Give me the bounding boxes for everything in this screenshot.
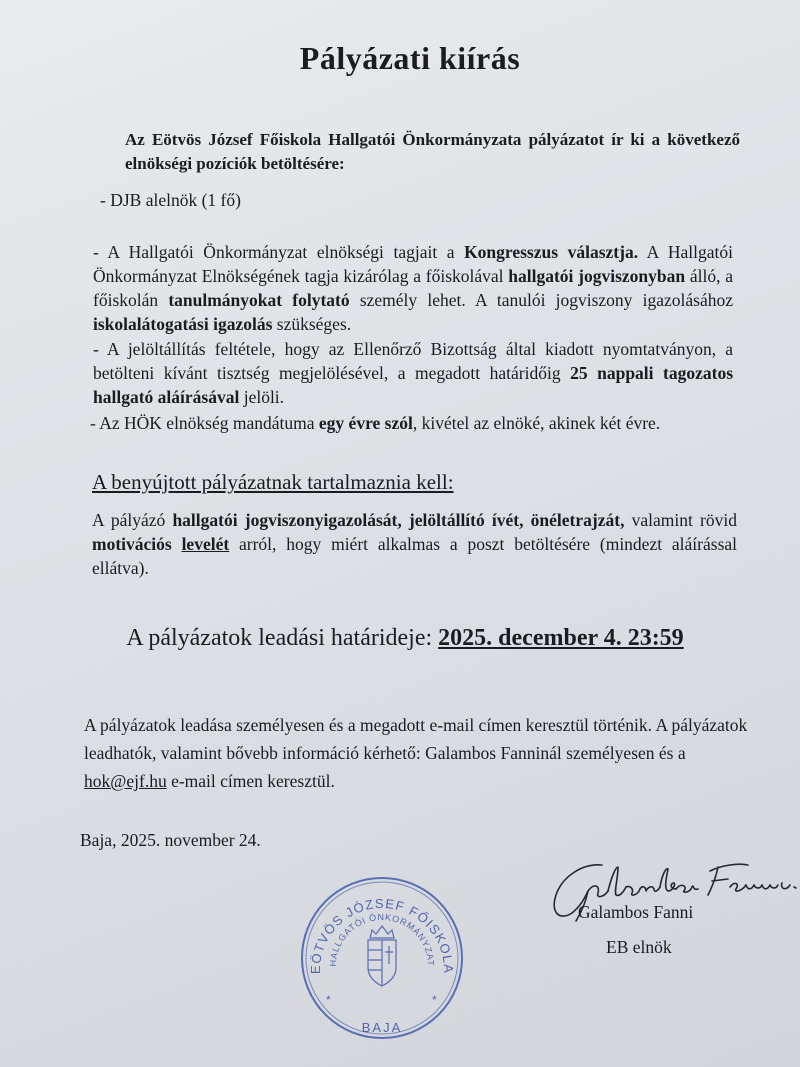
p1-text-2: A Hallgatói Önkormányzat Elnökségének tagja kizárólag a főiskolával bbox=[93, 242, 734, 286]
place-date: Baja, 2025. november 24. bbox=[80, 830, 261, 850]
nomination-paragraph bbox=[93, 337, 733, 409]
p3-text-2: , kivétel az elnöké, akinek két évre. bbox=[412, 413, 661, 433]
position-item: - DJB alelnök (1 fő) bbox=[100, 190, 241, 210]
p1-bold-4: iskolalátogatási igazolás bbox=[93, 314, 273, 334]
deadline-value: 2025. december 4. 23:59 bbox=[438, 625, 684, 651]
coat-of-arms-icon bbox=[368, 926, 396, 986]
p3-text-1: - Az HÖK elnökség mandátuma bbox=[90, 413, 319, 433]
p4-bold-1: hallgatói jogviszonyigazolását, jelöltállító ívét, önéletrajzát, bbox=[172, 510, 625, 530]
official-stamp-seal bbox=[296, 872, 468, 1044]
stamp-outer-text: EÖTVÖS JÓZSEF FŐISKOLA bbox=[307, 895, 457, 975]
deadline-line bbox=[0, 625, 800, 652]
p2-text-1: - A jelöltállítás feltétele, hogy az Ellenőrző Bizottság által kiadott nyomtatványon, a betölteni kívánt tisztség megjelölésével, a megadott határidőig bbox=[93, 339, 733, 383]
p2-bold-1: 25 nappali tagozatos hallgató aláírásával bbox=[93, 363, 734, 407]
email-link[interactable]: hok@ejf.hu bbox=[84, 771, 167, 791]
p1-text-5: szükséges. bbox=[272, 314, 352, 334]
p4-text-2: valamint rövid bbox=[624, 510, 737, 530]
star-icon-right: * bbox=[432, 993, 437, 1007]
document-title: Pályázati kiírás bbox=[299, 40, 521, 76]
deadline-label: A pályázatok leadási határideje: bbox=[126, 625, 439, 651]
p3-bold-1: egy évre szól bbox=[318, 413, 413, 433]
p1-text-4: személy lehet. A tanulói jogviszony igazolásához bbox=[349, 290, 733, 310]
requirements-paragraph bbox=[92, 508, 737, 580]
p4-bold-3: levelét bbox=[181, 534, 230, 554]
p4-text-1: A pályázó bbox=[92, 510, 173, 530]
stamp-inner-text: HALLGATÓI ÖNKORMÁNYZAT bbox=[327, 911, 437, 967]
p4-bold-2: motivációs bbox=[92, 534, 172, 554]
p1-bold-2: hallgatói jogviszonyban bbox=[508, 266, 686, 286]
p4-text-3 bbox=[172, 534, 182, 554]
signatory-name: Galambos Fanni bbox=[578, 902, 694, 922]
p5-text-2: e-mail címen keresztül. bbox=[166, 771, 335, 791]
submission-paragraph bbox=[84, 711, 764, 795]
signatory-role: EB elnök bbox=[606, 937, 672, 957]
p1-text-3: álló, a főiskolán bbox=[93, 266, 733, 310]
stamp-bottom-text: BAJA bbox=[361, 1020, 403, 1035]
p1-bold-1: Kongresszus választja. bbox=[464, 242, 639, 262]
star-icon-left: * bbox=[326, 993, 331, 1007]
mandate-paragraph bbox=[90, 411, 740, 435]
p2-text-2: jelöli. bbox=[239, 387, 285, 407]
intro-paragraph: Az Eötvös József Főiskola Hallgatói Önkormányzata pályázatot ír ki a következő elnökségi pozíciók betöltésére: bbox=[125, 130, 740, 173]
p1-bold-3: tanulmányokat folytató bbox=[168, 290, 350, 310]
p4-text-4: arról, hogy miért alkalmas a poszt betöltésére (mindezt aláírással ellátva). bbox=[92, 534, 738, 578]
p1-text-1: - A Hallgatói Önkormányzat elnökségi tagjait a bbox=[93, 242, 465, 262]
requirements-heading: A benyújtott pályázatnak tartalmaznia kell: bbox=[92, 470, 454, 494]
election-rules-paragraph bbox=[93, 240, 733, 336]
p5-text-1: A pályázatok leadása személyesen és a megadott e-mail címen keresztül történik. A pályázatok leadhatók, valamint bővebb információ kérhető: Galambos Fanninál személyesen és a bbox=[84, 715, 748, 763]
